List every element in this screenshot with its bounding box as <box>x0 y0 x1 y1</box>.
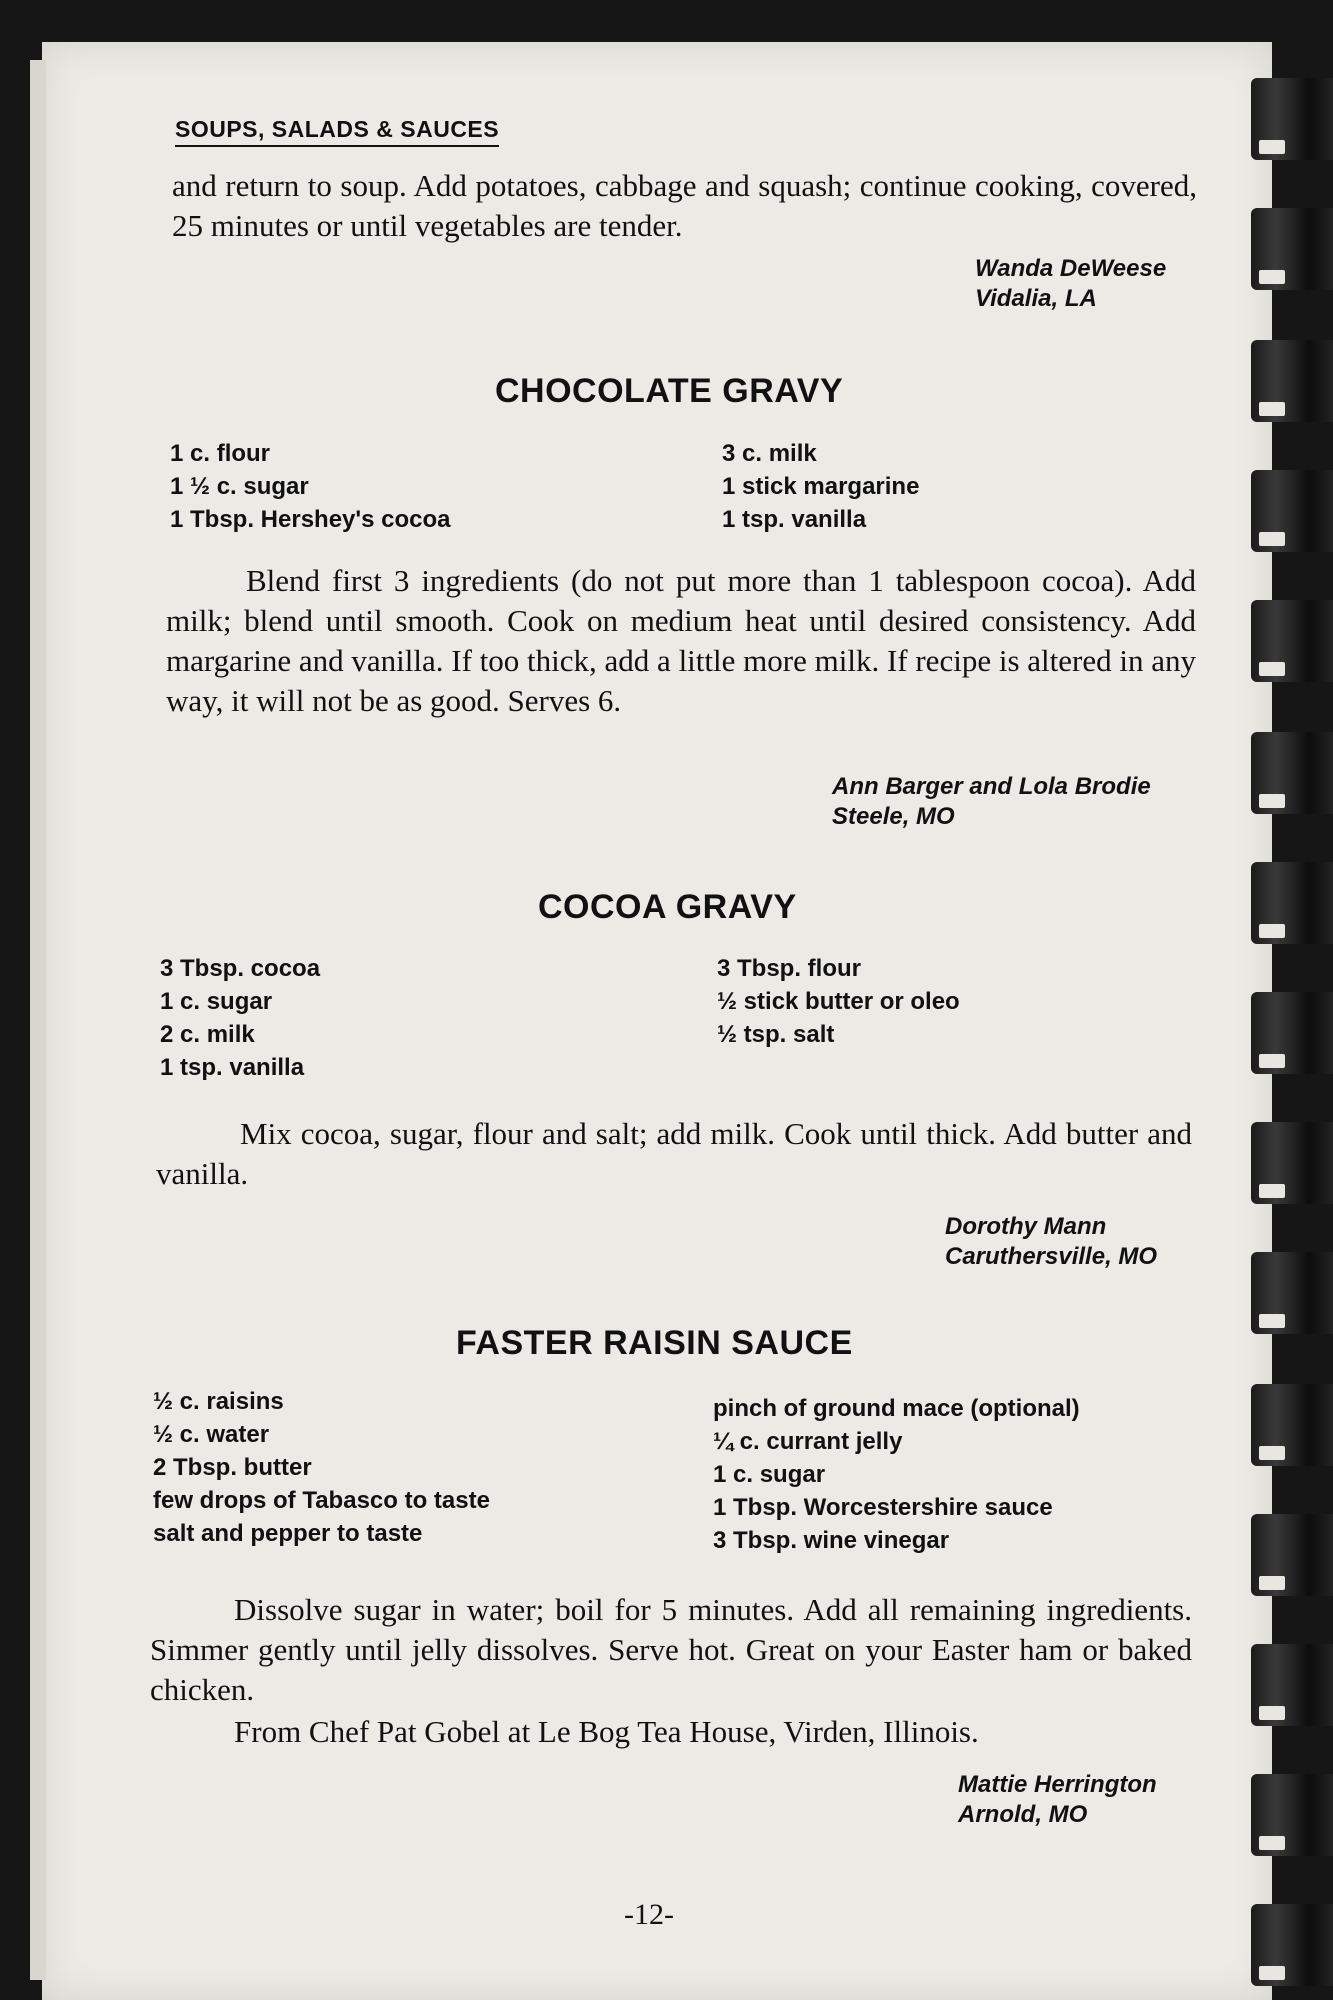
section-header: SOUPS, SALADS & SAUCES <box>175 116 499 147</box>
author-location: Caruthersville, MO <box>945 1243 1158 1270</box>
recipe-note: From Chef Pat Gobel at Le Bog Tea House, Virden, Illinois. <box>234 1714 979 1749</box>
recipe-directions: Blend first 3 ingredients (do not put more than 1 tablespoon cocoa). Add milk; blend until smooth. Cook on medium heat until desired consistency. Add margarine and vanilla. If too thick, add a little more milk. If recipe is altered in any way, it will not be as good. Serves 6. <box>166 563 1196 718</box>
binding-coil <box>1251 470 1333 552</box>
ingredient: 3 c. milk <box>722 440 817 467</box>
ingredient: 1 c. flour <box>170 440 271 467</box>
ingredient: 2 Tbsp. butter <box>153 1454 312 1481</box>
ingredient: 1 ½ c. sugar <box>170 473 309 500</box>
author-name: Dorothy Mann <box>945 1213 1107 1240</box>
ingredient: 1 Tbsp. Hershey's cocoa <box>170 506 451 533</box>
ingredients-right <box>717 952 960 1051</box>
recipe-title: CHOCOLATE GRAVY <box>495 372 844 410</box>
ingredients-left <box>170 437 451 536</box>
binding-coil <box>1251 992 1333 1074</box>
spiral-binding <box>1243 0 1333 2000</box>
ingredient: 1 c. sugar <box>713 1461 826 1488</box>
ingredient: 3 Tbsp. wine vinegar <box>713 1527 950 1554</box>
ingredient: 1 tsp. vanilla <box>722 506 867 533</box>
ingredient: 3 Tbsp. cocoa <box>160 955 321 982</box>
binding-coil <box>1251 1774 1333 1856</box>
recipe-signature <box>832 772 1151 832</box>
binding-coil <box>1251 340 1333 422</box>
recipe-title: COCOA GRAVY <box>538 888 797 926</box>
ingredient: 1 stick margarine <box>722 473 920 500</box>
ingredient: 1 Tbsp. Worcestershire sauce <box>713 1494 1053 1521</box>
ingredient: few drops of Tabasco to taste <box>153 1487 490 1514</box>
ingredients-left <box>153 1385 490 1550</box>
recipe-directions: Dissolve sugar in water; boil for 5 minutes. Add all remaining ingredients. Simmer gently until jelly dissolves. Serve hot. Great on your Easter ham or baked chicken. <box>150 1592 1192 1707</box>
ingredient: 1 c. sugar <box>160 988 273 1015</box>
author-name: Wanda DeWeese <box>975 255 1167 282</box>
binding-coil <box>1251 1252 1333 1334</box>
author-name: Mattie Herrington <box>958 1771 1157 1798</box>
binding-coil <box>1251 862 1333 944</box>
binding-coil <box>1251 1122 1333 1204</box>
ingredient: ½ tsp. salt <box>717 1021 835 1048</box>
ingredient: ¼ c. currant jelly <box>713 1428 903 1455</box>
ingredients-left <box>160 952 320 1084</box>
ingredient: 3 Tbsp. flour <box>717 955 861 982</box>
recipe-title: FASTER RAISIN SAUCE <box>456 1324 853 1362</box>
binding-coil <box>1251 1904 1333 1986</box>
ingredients-right <box>713 1392 1080 1557</box>
binding-coil <box>1251 208 1333 290</box>
binding-coil <box>1251 1384 1333 1466</box>
ingredient: pinch of ground mace (optional) <box>713 1395 1080 1422</box>
author-location: Steele, MO <box>832 803 955 830</box>
ingredient: ½ c. raisins <box>153 1388 284 1415</box>
ingredient: ½ c. water <box>153 1421 270 1448</box>
binding-coil <box>1251 78 1333 160</box>
binding-coil <box>1251 1514 1333 1596</box>
page-edge <box>30 60 46 1980</box>
recipe-directions: Mix cocoa, sugar, flour and salt; add milk. Cook until thick. Add butter and vanilla. <box>156 1116 1192 1191</box>
author-location: Vidalia, LA <box>975 285 1097 312</box>
continuation-text: and return to soup. Add potatoes, cabbage and squash; continue cooking, covered, 25 minutes or until vegetables are tender. <box>172 168 1197 243</box>
recipe-signature <box>945 1212 1157 1272</box>
ingredient: ½ stick butter or oleo <box>717 988 960 1015</box>
author-location: Arnold, MO <box>958 1801 1088 1828</box>
recipe-signature <box>958 1770 1157 1830</box>
ingredient: 1 tsp. vanilla <box>160 1054 305 1081</box>
binding-coil <box>1251 732 1333 814</box>
binding-coil <box>1251 600 1333 682</box>
ingredient: 2 c. milk <box>160 1021 255 1048</box>
binding-coil <box>1251 1644 1333 1726</box>
ingredient: salt and pepper to taste <box>153 1520 423 1547</box>
author-name: Ann Barger and Lola Brodie <box>832 773 1151 800</box>
ingredients-right <box>722 437 919 536</box>
continuation-signature <box>975 254 1166 314</box>
page-number: -12- <box>624 1898 674 1931</box>
